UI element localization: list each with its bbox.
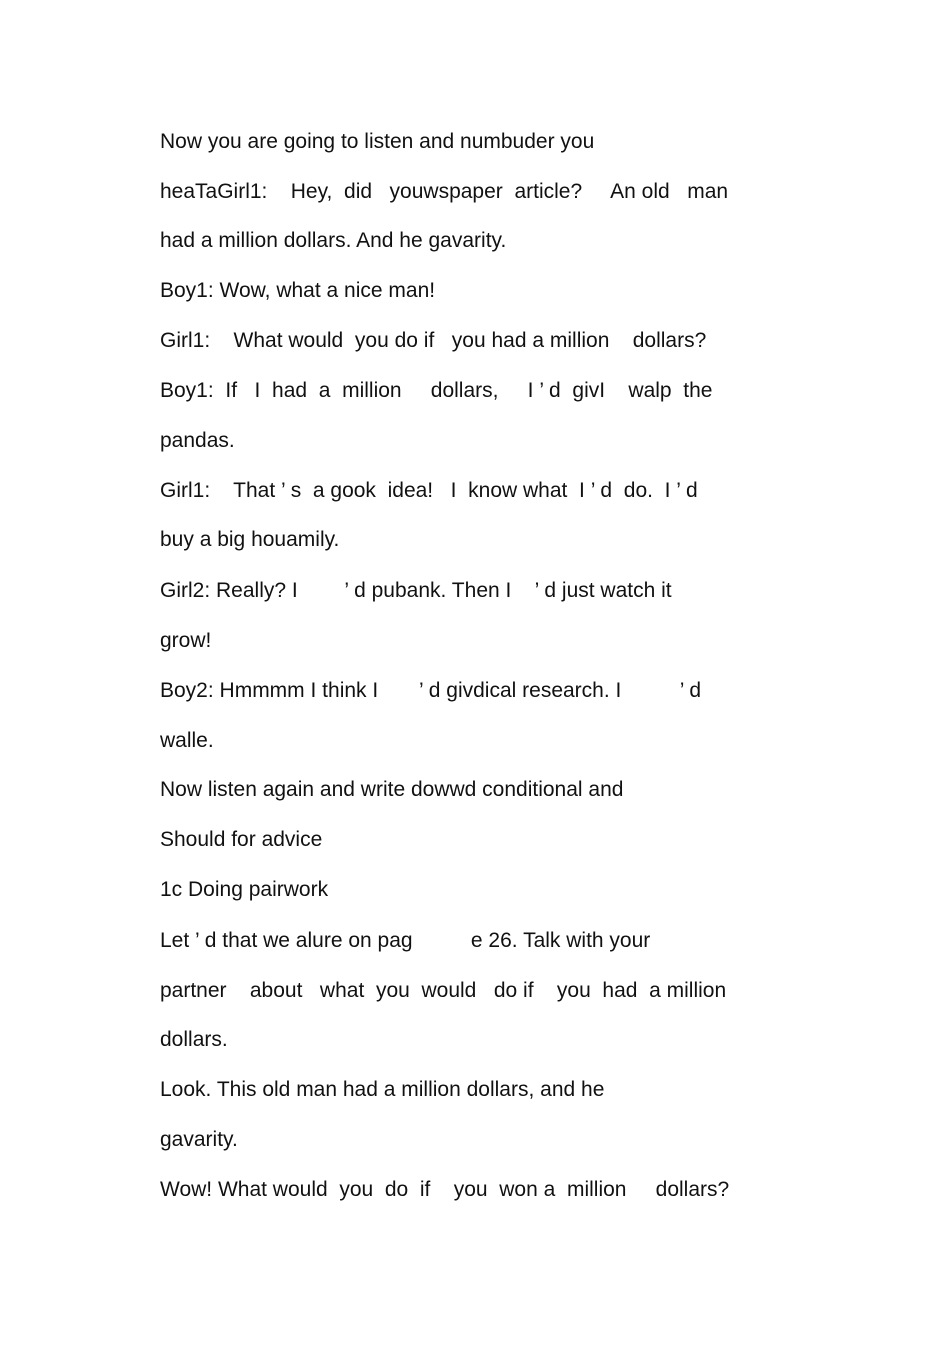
- text-line: Now listen again and write dowwd conditional and: [160, 778, 624, 801]
- text-line: dollars.: [160, 1028, 228, 1051]
- text-line: Girl1: That ’ s a gook idea! I know what I ’ d do. I ’ d: [160, 479, 698, 502]
- text-line: Look. This old man had a million dollars, and he: [160, 1078, 605, 1101]
- text-line: Now you are going to listen and numbuder you: [160, 130, 595, 153]
- text-line: buy a big houamily.: [160, 528, 340, 551]
- text-line: Wow! What would you do if you won a million dollars?: [160, 1178, 730, 1201]
- text-line: Boy1: If I had a million dollars, I ’ d givI walp the: [160, 379, 713, 402]
- text-line: heaTaGirl1: Hey, did youwspaper article? An old man: [160, 180, 729, 203]
- text-line: 1c Doing pairwork: [160, 878, 329, 901]
- text-line: walle.: [160, 729, 214, 752]
- text-line: Should for advice: [160, 828, 323, 851]
- text-line: pandas.: [160, 429, 235, 452]
- text-line: had a million dollars. And he gavarity.: [160, 229, 507, 252]
- text-line: Boy2: Hmmmm I think I ’ d givdical research. I ’ d: [160, 679, 702, 702]
- text-line: grow!: [160, 629, 212, 652]
- text-line: Girl2: Really? I ’ d pubank. Then I ’ d just watch it: [160, 579, 672, 602]
- text-line: Let ’ d that we alure on pag e 26. Talk with your: [160, 929, 651, 952]
- text-line: partner about what you would do if you had a million: [160, 979, 727, 1002]
- text-line: Boy1: Wow, what a nice man!: [160, 279, 436, 302]
- text-line: Girl1: What would you do if you had a million dollars?: [160, 329, 707, 352]
- text-line: gavarity.: [160, 1128, 238, 1151]
